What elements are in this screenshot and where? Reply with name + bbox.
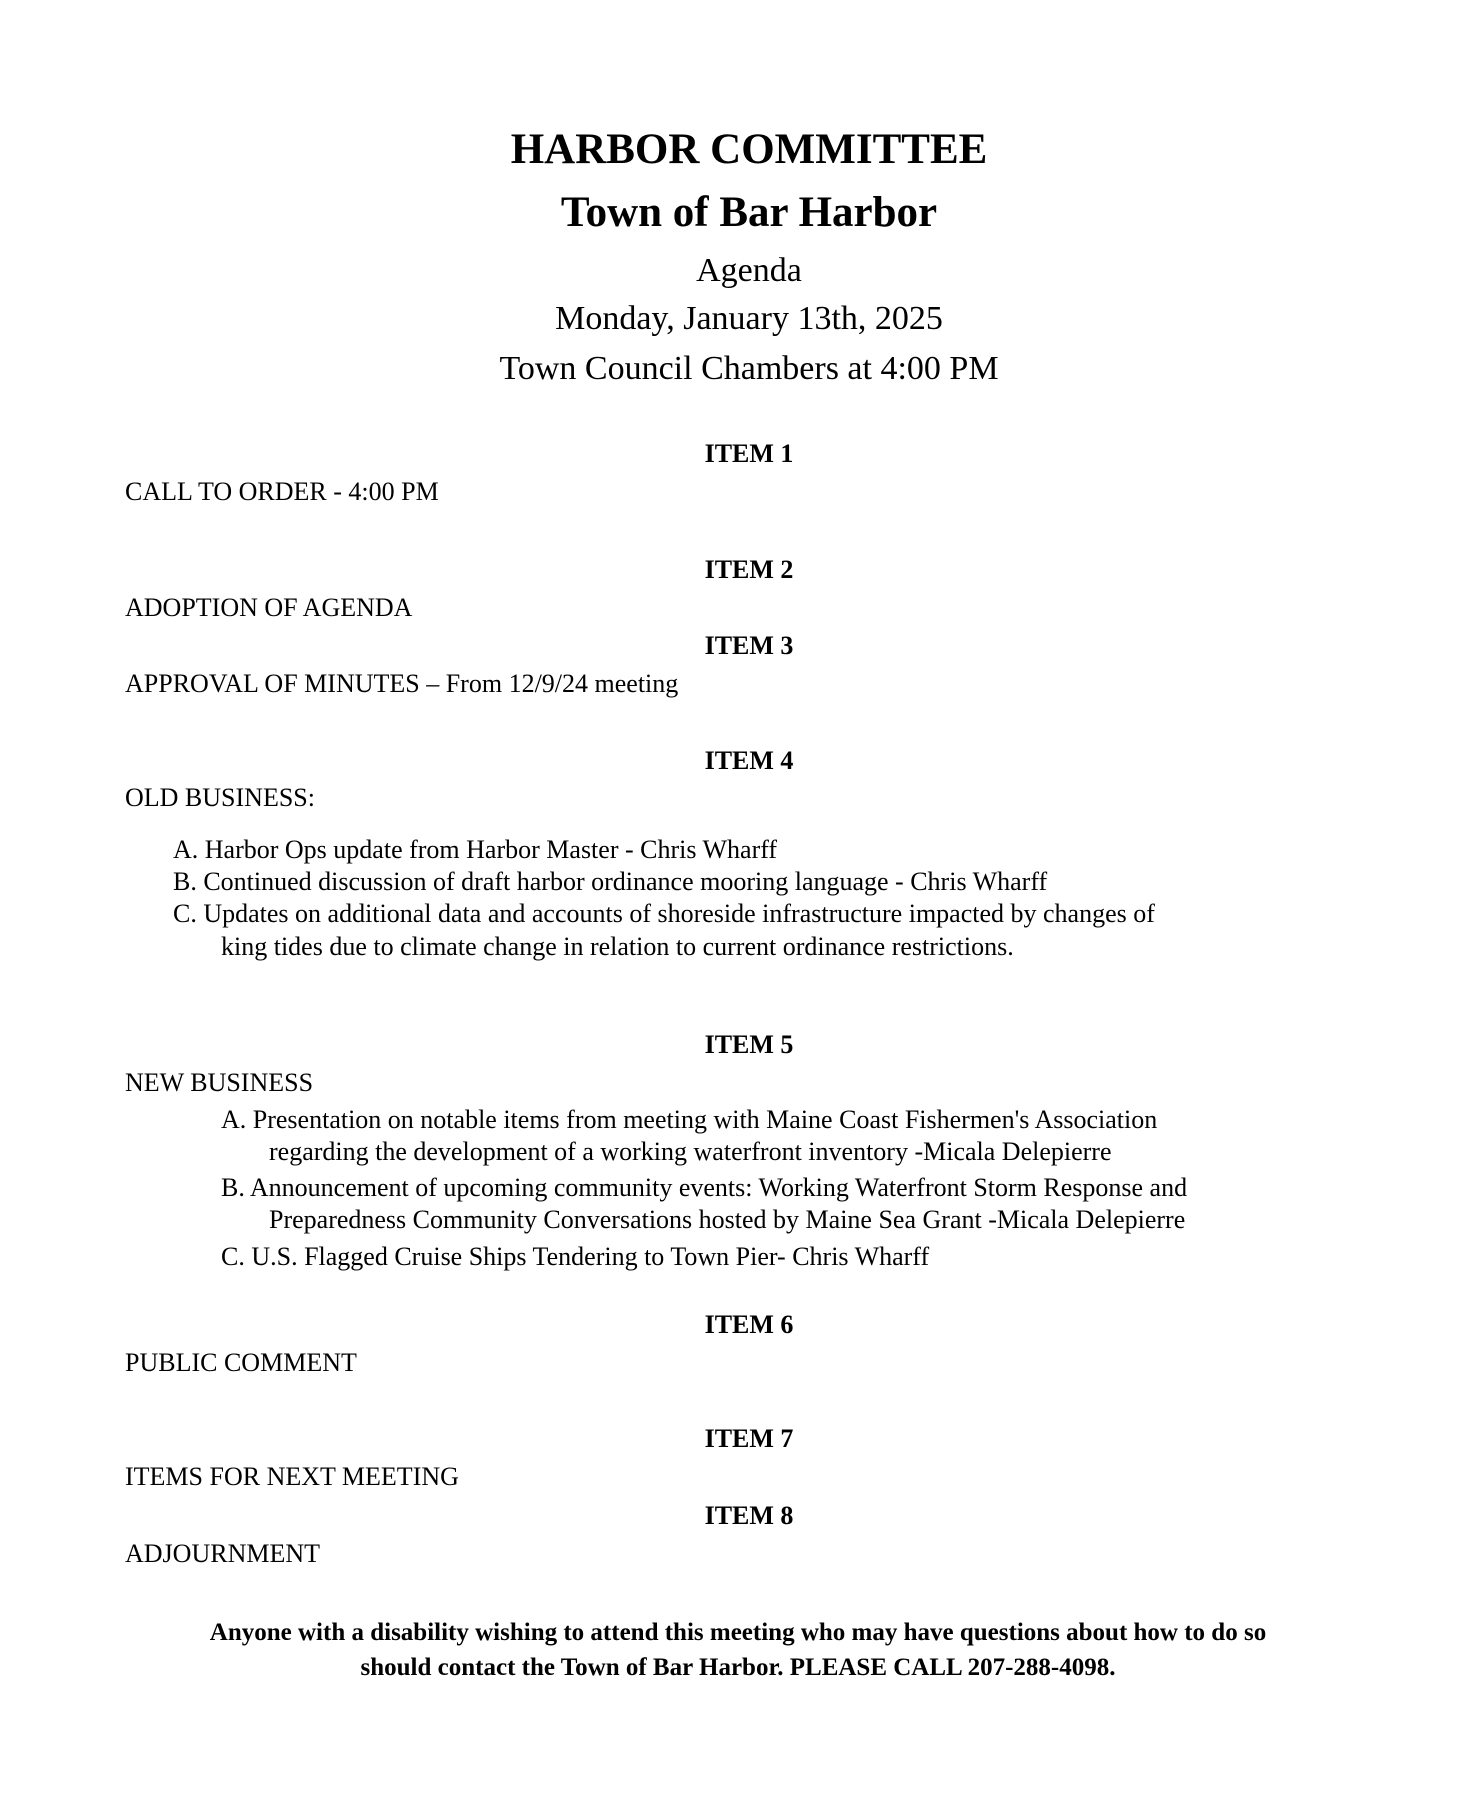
item-heading: ITEM 4 [704,746,794,775]
item-heading: ITEM 8 [704,1501,794,1530]
document-type: Agenda [696,252,802,289]
town-name: Town of Bar Harbor [560,189,938,236]
item-title: ADJOURNMENT [125,1539,320,1568]
accessibility-notice: Anyone with a disability wishing to attend this meeting who may have questions about how to do so [209,1619,1267,1646]
item-title: CALL TO ORDER - 4:00 PM [125,477,439,506]
item-title: ITEMS FOR NEXT MEETING [125,1462,459,1491]
sub-item-continuation: king tides due to climate change in relation to current ordinance restrictions. [221,932,1014,961]
sub-item: B. Continued discussion of draft harbor ordinance mooring language - Chris Wharff [173,867,1048,896]
meeting-date: Monday, January 13th, 2025 [555,300,943,337]
item-heading: ITEM 7 [704,1424,794,1453]
committee-title: HARBOR COMMITTEE [510,126,988,173]
item-title: APPROVAL OF MINUTES – From 12/9/24 meeting [125,669,679,698]
accessibility-notice-contact: should contact the Town of Bar Harbor. PLEASE CALL 207-288-4098. [360,1654,1116,1681]
sub-item-continuation: Preparedness Community Conversations hosted by Maine Sea Grant -Micala Delepierre [269,1205,1186,1234]
item-heading: ITEM 5 [704,1030,794,1059]
item-heading: ITEM 6 [704,1310,794,1339]
sub-item: A. Harbor Ops update from Harbor Master - Chris Wharff [173,835,778,864]
sub-item-continuation: regarding the development of a working waterfront inventory -Micala Delepierre [269,1137,1112,1166]
sub-item: A. Presentation on notable items from meeting with Maine Coast Fishermen's Association [221,1105,1158,1134]
sub-item: C. U.S. Flagged Cruise Ships Tendering to Town Pier- Chris Wharff [221,1242,930,1271]
sub-item: B. Announcement of upcoming community events: Working Waterfront Storm Response and [221,1173,1188,1202]
sub-item: C. Updates on additional data and accounts of shoreside infrastructure impacted by changes of [173,899,1155,928]
item-title: OLD BUSINESS: [125,783,315,812]
meeting-location: Town Council Chambers at 4:00 PM [499,350,999,387]
item-title: ADOPTION OF AGENDA [125,593,413,622]
item-heading: ITEM 2 [704,555,794,584]
item-title: PUBLIC COMMENT [125,1348,357,1377]
item-heading: ITEM 3 [704,631,794,660]
item-heading: ITEM 1 [704,439,794,468]
item-title: NEW BUSINESS [125,1068,314,1097]
